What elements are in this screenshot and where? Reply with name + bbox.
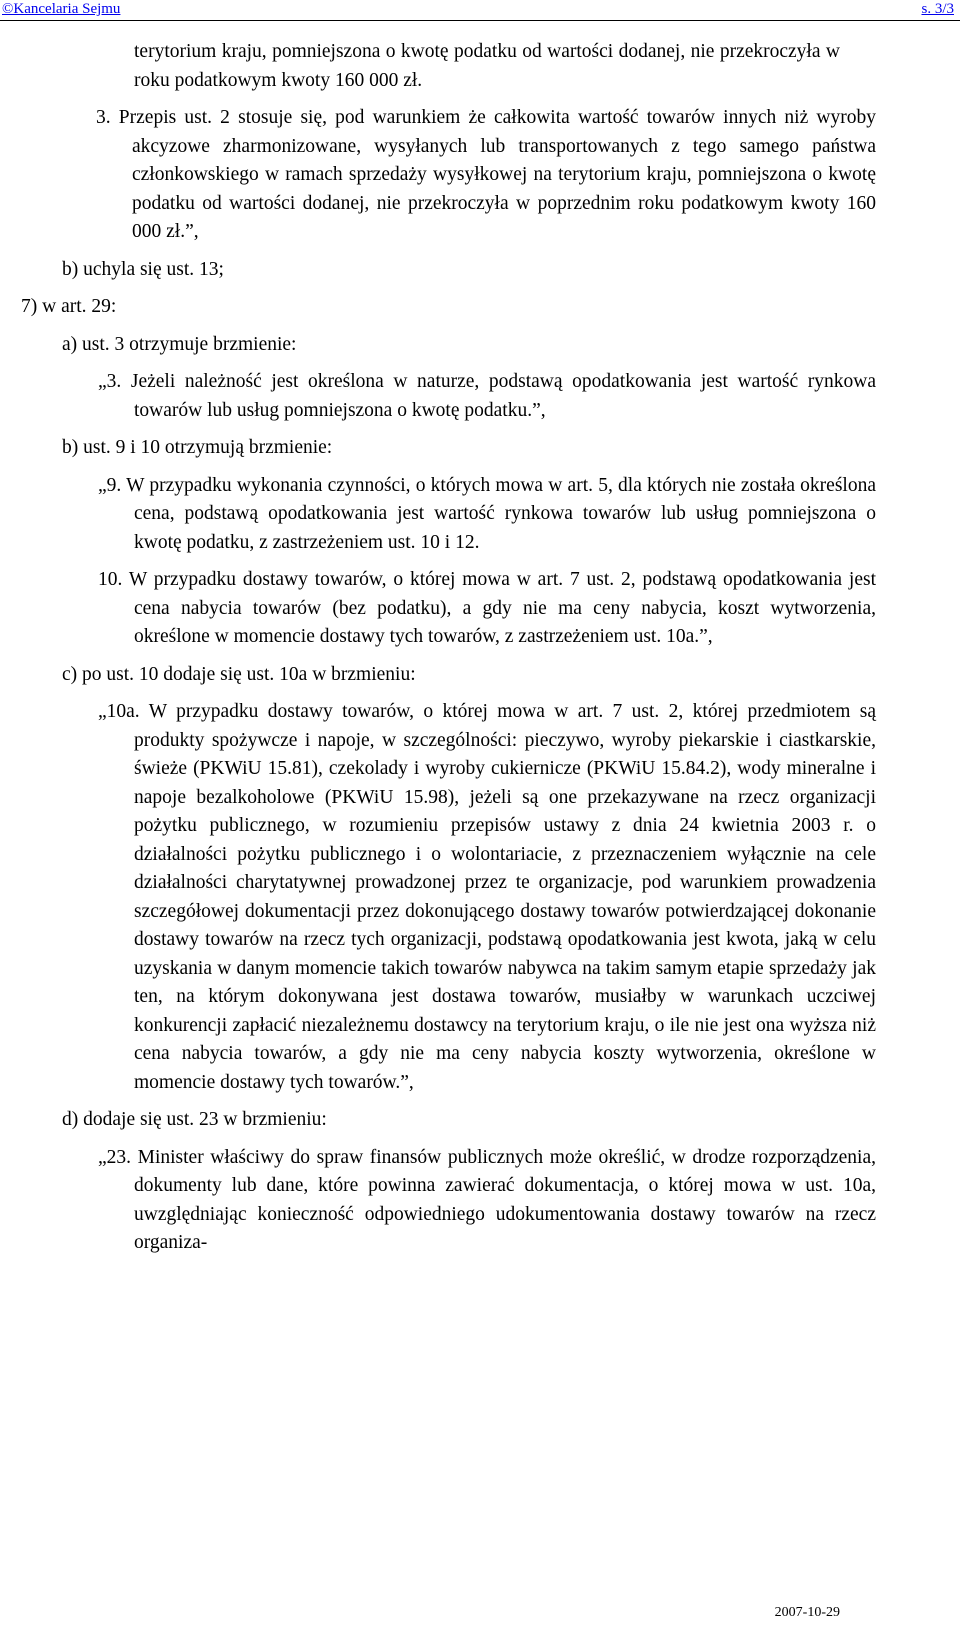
document-body: [0, 38, 960, 1258]
quote-ust-10a: „10a. W przypadku dostawy towarów, o której mowa w art. 7 ust. 2, której przedmiotem są produkty spożywcze i napoje, w szczególności: pieczywo, wyroby piekarskie i ciastkarskie, świeże (PKWiU 15.81), czekolady i wyroby cukiernicze (PKWiU 15.84.2), wody mineralne i napoje bezalkoholowe (PKWiU 15.98), jeżeli są one przekazywane na rzecz organizacji pożytku publicznego, w rozumieniu przepisów ustawy z dnia 24 kwietnia 2003 r. o działalności pożytku publicznego i o wolontariacie, z przeznaczeniem wyłącznie na cele działalności charytatywnej prowadzonej przez te organizacje, pod warunkiem prowadzenia szczegółowej dokumentacji przez dokonującego dostawy towarów potwierdzającej dokonanie dostawy towarów na rzecz tych organizacji, podstawą opodatkowania jest kwota, jaką w celu uzyskania w danym momencie takich towarów nabywca na takim samym etapie sprzedaży jak ten, na którym dokonywana jest dostawa towarów, musiałby w warunkach uczciwej konkurencji zapłacić niezależnemu dostawcy na terytorium kraju, o ile nie jest ona wyższa niż cena nabycia towarów, a gdy nie ma ceny nabycia koszty wytworzenia, określone w momencie dostawy tych towarów.”,: [98, 701, 876, 1093]
paragraph-ust-3: 3. Przepis ust. 2 stosuje się, pod warunkiem że całkowita wartość towarów innych niż wyroby akcyzowe zharmonizowane, wysyłanych lub transportowanych z tego samego państwa członkowskiego w ramach sprzedaży wysyłkowej na terytorium kraju, pomniejszona o kwotę podatku od wartości dodanej, nie przekroczyła w poprzednim roku podatkowym kwoty 160 000 zł.”,: [96, 107, 876, 242]
page-number-link[interactable]: s. 3/3: [921, 1, 954, 17]
quote-ust-9: „9. W przypadku wykonania czynności, o których mowa w art. 5, dla których nie została określona cena, podstawą opodatkowania jest wartość rynkowa towarów lub usług pomniejszona o kwotę podatku, z zastrzeżeniem ust. 10 i 12.: [98, 474, 876, 553]
quote-ust-23: „23. Minister właściwy do spraw finansów publicznych może określić, w drodze rozporządzenia, dokumenty lub dane, które powinna zawierać dokumentacja, o której mowa w ust. 10a, uwzględniając konieczność odpowiedniego udokumentowania dostawy towarów na rzecz organiza-: [98, 1146, 876, 1253]
point-7-art-29: 7) w art. 29:: [21, 296, 117, 317]
document-date: 2007-10-29: [774, 1605, 840, 1620]
point-b-repeal: b) uchyla się ust. 13;: [62, 258, 224, 280]
point-b-ust-9-10: b) ust. 9 i 10 otrzymują brzmienie:: [62, 437, 333, 458]
point-d-ust-23: d) dodaje się ust. 23 w brzmieniu:: [62, 1109, 327, 1130]
quote-ust-3: „3. Jeżeli należność jest określona w naturze, podstawą opodatkowania jest wartość rynkowa towarów lub usług pomniejszona o kwotę podatku.”,: [98, 371, 876, 421]
paragraph-continuation: terytorium kraju, pomniejszona o kwotę podatku od wartości dodanej, nie przekroczyła w roku podatkowym kwoty 160 000 zł.: [134, 41, 840, 91]
quote-ust-10: 10. W przypadku dostawy towarów, o której mowa w art. 7 ust. 2, podstawą opodatkowania jest cena nabycia towarów (bez podatku), a gdy nie ma ceny nabycia, koszt wytworzenia, określone w momencie dostawy tych towarów, z zastrzeżeniem ust. 10a.”,: [98, 569, 876, 647]
publisher-link[interactable]: ©Kancelaria Sejmu: [2, 1, 121, 17]
page-header: [0, 0, 960, 21]
point-c-ust-10a: c) po ust. 10 dodaje się ust. 10a w brzmieniu:: [62, 663, 416, 685]
point-a-ust-3: a) ust. 3 otrzymuje brzmienie:: [62, 333, 297, 355]
